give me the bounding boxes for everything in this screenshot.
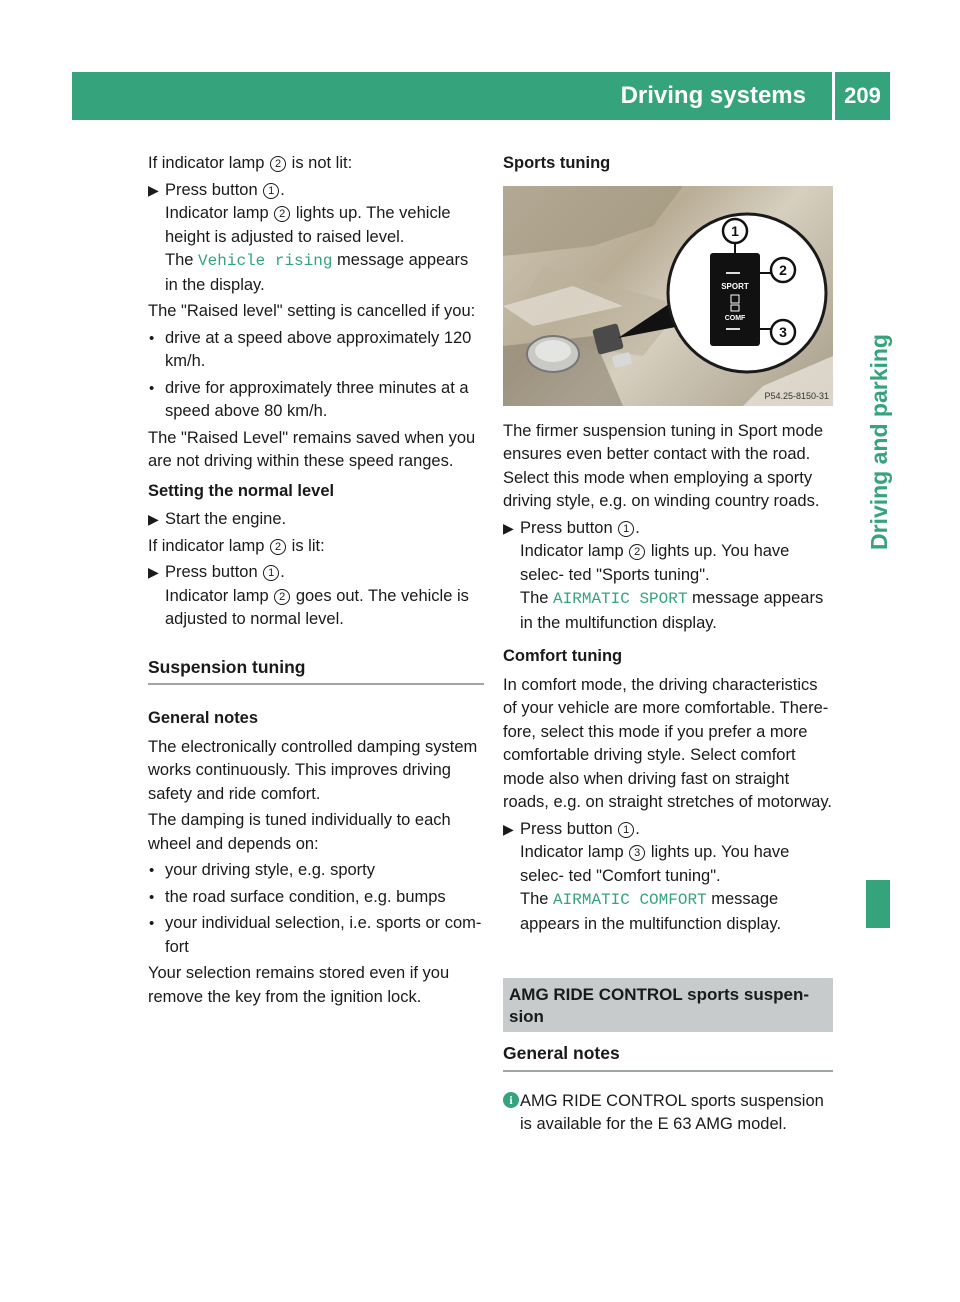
sport-label: SPORT	[721, 281, 749, 291]
instruction-step: ▶ Press button 1 . Indicator lamp 2 lights up. You have selec- ted "Sports tuning". The AIRMATIC SPORT message appears in the multifunction display.	[503, 518, 824, 632]
display-message: AIRMATIC COMFORT	[553, 891, 707, 909]
instruction-step: ▶ Press button 1 . Indicator lamp 2 lights up. The vehicle height is adjusted to raised level. The Vehicle rising message appears in the display.	[148, 180, 469, 294]
instruction-step: ▶ Start the engine.	[148, 508, 484, 532]
svg-text:2: 2	[779, 261, 787, 278]
paragraph: If indicator lamp 2 is lit:	[148, 536, 325, 555]
bullet-icon: •	[149, 862, 155, 879]
paragraph: In comfort mode, the driving characteristics of your vehicle are more comfortable. There- fore, select this mode if you prefer a more comfortable driving style. Select comfort mode also when driving fast on straight roads, e.g. on straight stretches of motorway.	[503, 675, 832, 811]
callout-1-icon: 1	[263, 183, 279, 199]
callout-2-icon: 2	[270, 539, 286, 555]
display-message: AIRMATIC SPORT	[553, 590, 688, 608]
image-code: P54.25-8150-31	[764, 390, 829, 401]
paragraph: The damping is tuned individually to each wheel and depends on:	[148, 811, 451, 853]
display-message: Vehicle rising	[198, 252, 333, 270]
suspension-switch-photo	[503, 186, 833, 406]
header-bar	[72, 72, 890, 120]
bullet-icon: •	[149, 888, 155, 906]
bullet-item: • drive for approximately three minutes at a speed above 80 km/h.	[149, 378, 469, 420]
chapter-tab	[866, 880, 890, 928]
svg-text:3: 3	[779, 323, 787, 340]
subheading: Sports tuning	[503, 154, 611, 172]
callout-2-icon: 2	[270, 156, 286, 172]
info-note: i AMG RIDE CONTROL sports suspension is available for the E 63 AMG model.	[503, 1090, 833, 1137]
photo-illustration	[503, 186, 833, 406]
arrow-icon: ▶	[148, 564, 159, 580]
subheading: General notes	[148, 709, 259, 727]
callout-1-icon: 1	[618, 521, 634, 537]
callout-1-icon: 1	[618, 822, 634, 838]
bullet-item: • drive at a speed above approximately 120 km/h.	[149, 328, 472, 370]
bullet-item: • the road surface condition, e.g. bumps	[148, 886, 484, 910]
callout-2-icon: 2	[629, 544, 645, 560]
instruction-step: ▶ Press button 1 . Indicator lamp 3 lights up. You have selec- ted "Comfort tuning". The AIRMATIC COMFORT message appears in the multifunction display.	[503, 819, 790, 933]
bullet-item: • your individual selection, i.e. sports or com- fort	[149, 914, 482, 956]
arrow-icon: ▶	[503, 820, 514, 837]
comf-label: COMF	[724, 314, 746, 322]
arrow-icon: ▶	[148, 511, 159, 527]
callout-1-icon: 1	[263, 565, 279, 581]
paragraph: If indicator lamp 2 is not lit:	[148, 154, 353, 172]
callout-3-icon: 3	[629, 845, 645, 861]
paragraph: Your selection remains stored even if you remove the key from the ignition lock.	[148, 964, 450, 1006]
paragraph: The firmer suspension tuning in Sport mode ensures even better contact with the road. Select this mode when employing a sporty driving style, e.g. on winding country roads.	[503, 421, 824, 510]
paragraph: The "Raised level" setting is cancelled if you:	[148, 302, 476, 320]
chapter-label: Driving and parking	[866, 334, 892, 550]
subheading: Setting the normal level	[148, 481, 335, 500]
section-heading: General notes	[503, 1042, 833, 1072]
instruction-step: ▶ Press button 1 . Indicator lamp 2 goes out. The vehicle is adjusted to normal level.	[148, 563, 469, 628]
section-title: Driving systems	[620, 82, 806, 109]
amg-section-heading: AMG RIDE CONTROL sports suspen- sion	[503, 978, 833, 1032]
arrow-icon: ▶	[148, 181, 159, 198]
callout-2-icon: 2	[274, 206, 290, 222]
callout-2-icon: 2	[274, 589, 290, 605]
info-icon: i	[503, 1092, 519, 1108]
subheading: Comfort tuning	[503, 647, 623, 665]
right-column	[503, 152, 833, 1137]
paragraph: The "Raised Level" remains saved when you are not driving within these speed ranges.	[148, 428, 476, 470]
page-number: 209	[844, 83, 881, 108]
arrow-icon: ▶	[503, 519, 514, 536]
left-column	[148, 152, 484, 1012]
section-heading: Suspension tuning	[148, 656, 484, 686]
bullet-icon: •	[149, 379, 155, 397]
paragraph: The electronically controlled damping system works continuously. This improves driving safety and ride comfort.	[148, 737, 478, 803]
bullet-item: • your driving style, e.g. sporty	[148, 859, 484, 883]
bullet-icon: •	[149, 915, 155, 932]
svg-text:1: 1	[731, 222, 739, 239]
bullet-icon: •	[149, 329, 155, 347]
